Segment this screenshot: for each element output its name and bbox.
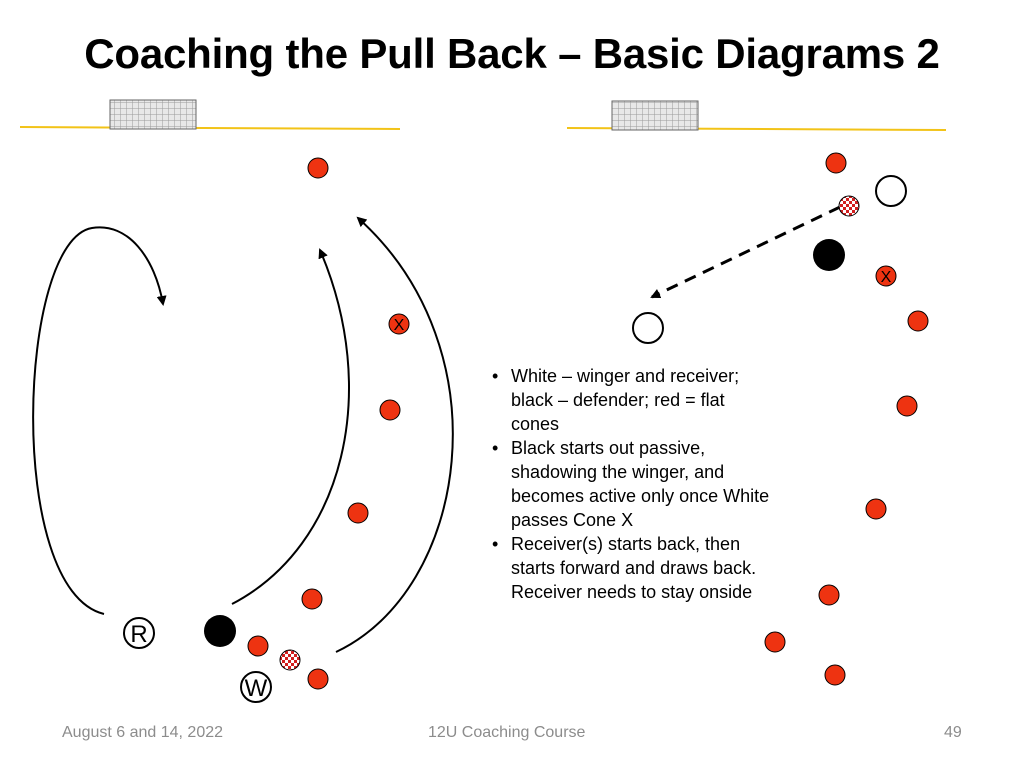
- footer-course: 12U Coaching Course: [428, 724, 586, 741]
- red-cone: [380, 400, 400, 420]
- footer-date: August 6 and 14, 2022: [62, 724, 224, 741]
- red-cone: [308, 158, 328, 178]
- red-cone: [348, 503, 368, 523]
- note-item: • White – winger and receiver; black – defender; red = flat cones: [490, 364, 775, 436]
- receiver-label: R: [130, 621, 148, 648]
- receiver-loop-arrow: [33, 227, 163, 614]
- cone-x-label: X: [393, 317, 405, 334]
- left-goal-net: [110, 100, 196, 129]
- cone-x-label: X: [880, 269, 892, 286]
- defender-black: [813, 239, 845, 271]
- left-diagram: [20, 100, 453, 702]
- winger-run-arrow-inner: [232, 250, 349, 604]
- left-goal-line: [20, 127, 400, 129]
- slide-title: Coaching the Pull Back – Basic Diagrams 2: [84, 30, 940, 77]
- winger-run-arrow-outer: [336, 218, 453, 652]
- red-cone: [248, 636, 268, 656]
- right-goal-net: [612, 101, 698, 130]
- winger-label: W: [244, 675, 268, 702]
- ball: [280, 650, 300, 670]
- note-item: • Black starts out passive, shadowing the winger, and becomes active only once White passes Cone X: [490, 436, 775, 532]
- receiver-player: [633, 313, 663, 343]
- red-cone: [825, 665, 845, 685]
- red-cone: [308, 669, 328, 689]
- red-cone: [302, 589, 322, 609]
- pass-arrow: [652, 207, 840, 297]
- ball: [839, 196, 859, 216]
- red-cone: [826, 153, 846, 173]
- red-cone: [765, 632, 785, 652]
- defender-black: [204, 615, 236, 647]
- red-cone: [866, 499, 886, 519]
- note-item: • Receiver(s) starts back, then starts forward and draws back. Receiver needs to stay onside: [490, 532, 775, 604]
- red-cone: [908, 311, 928, 331]
- coaching-notes: [490, 364, 775, 604]
- winger-player: [876, 176, 906, 206]
- red-cone: [897, 396, 917, 416]
- red-cone: [819, 585, 839, 605]
- page-number: 49: [944, 724, 962, 741]
